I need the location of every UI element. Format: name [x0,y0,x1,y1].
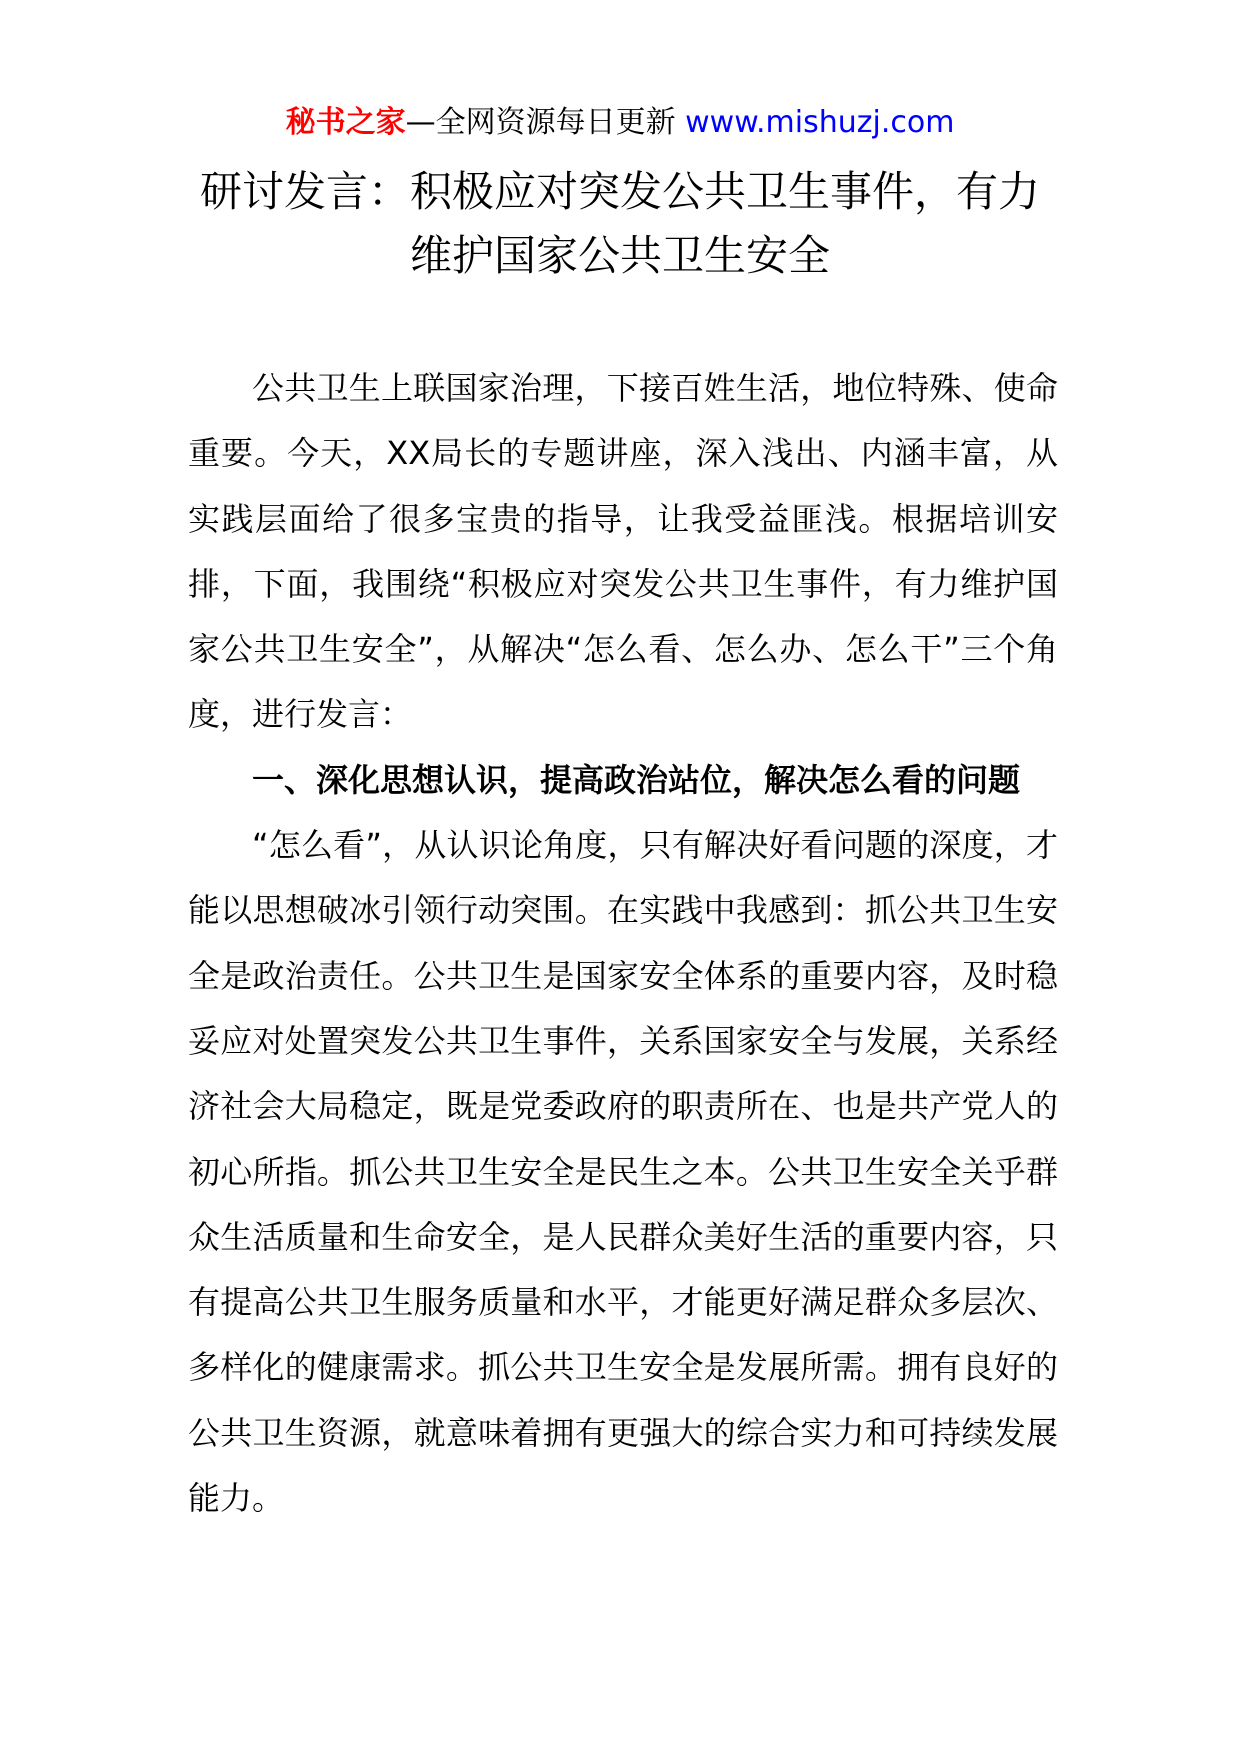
section-1-paragraph: “怎么看”，从认识论角度，只有解决好看问题的深度，才能以思想破冰引领行动突围。在实践中我感到：抓公共卫生安全是政治责任。公共卫生是国家安全体系的重要内容，及时稳妥应对处置突发公共卫生事件，关系国家安全与发展，关系经济社会大局稳定，既是党委政府的职责所在、也是共产党人的初心所指。抓公共卫生安全是民生之本。公共卫生安全关乎群众生活质量和生命安全，是人民群众美好生活的重要内容，只有提高公共卫生服务质量和水平，才能更好满足群众多层次、多样化的健康需求。抓公共卫生安全是发展所需。拥有良好的公共卫生资源，就意味着拥有更强大的综合实力和可持续发展能力。 [188,826,1058,1518]
intro-paragraph: 公共卫生上联国家治理，下接百姓生活，地位特殊、使命重要。今天，XX局长的专题讲座，深入浅出、内涵丰富，从实践层面给了很多宝贵的指导，让我受益匪浅。根据培训安排，下面，我围绕“积极应对突发公共卫生事件，有力维护国家公共卫生安全”，从解决“怎么看、怎么办、怎么干”三个角度，进行发言： [188,369,1058,734]
document-body [188,356,1058,1531]
section-heading-1: 一、深化思想认识，提高政治站位，解决怎么看的问题 [252,760,1021,799]
site-url-link[interactable]: www.mishuzj.com [685,105,955,140]
title-line-2: 维护国家公共卫生安全 [409,231,830,280]
document-title [180,160,1060,288]
header-slogan: —全网资源每日更新 [405,105,686,140]
site-header [0,103,1240,143]
title-line-1: 研讨发言：积极应对突发公共卫生事件，有力 [199,167,1040,216]
brand-name: 秘书之家 [285,105,406,140]
